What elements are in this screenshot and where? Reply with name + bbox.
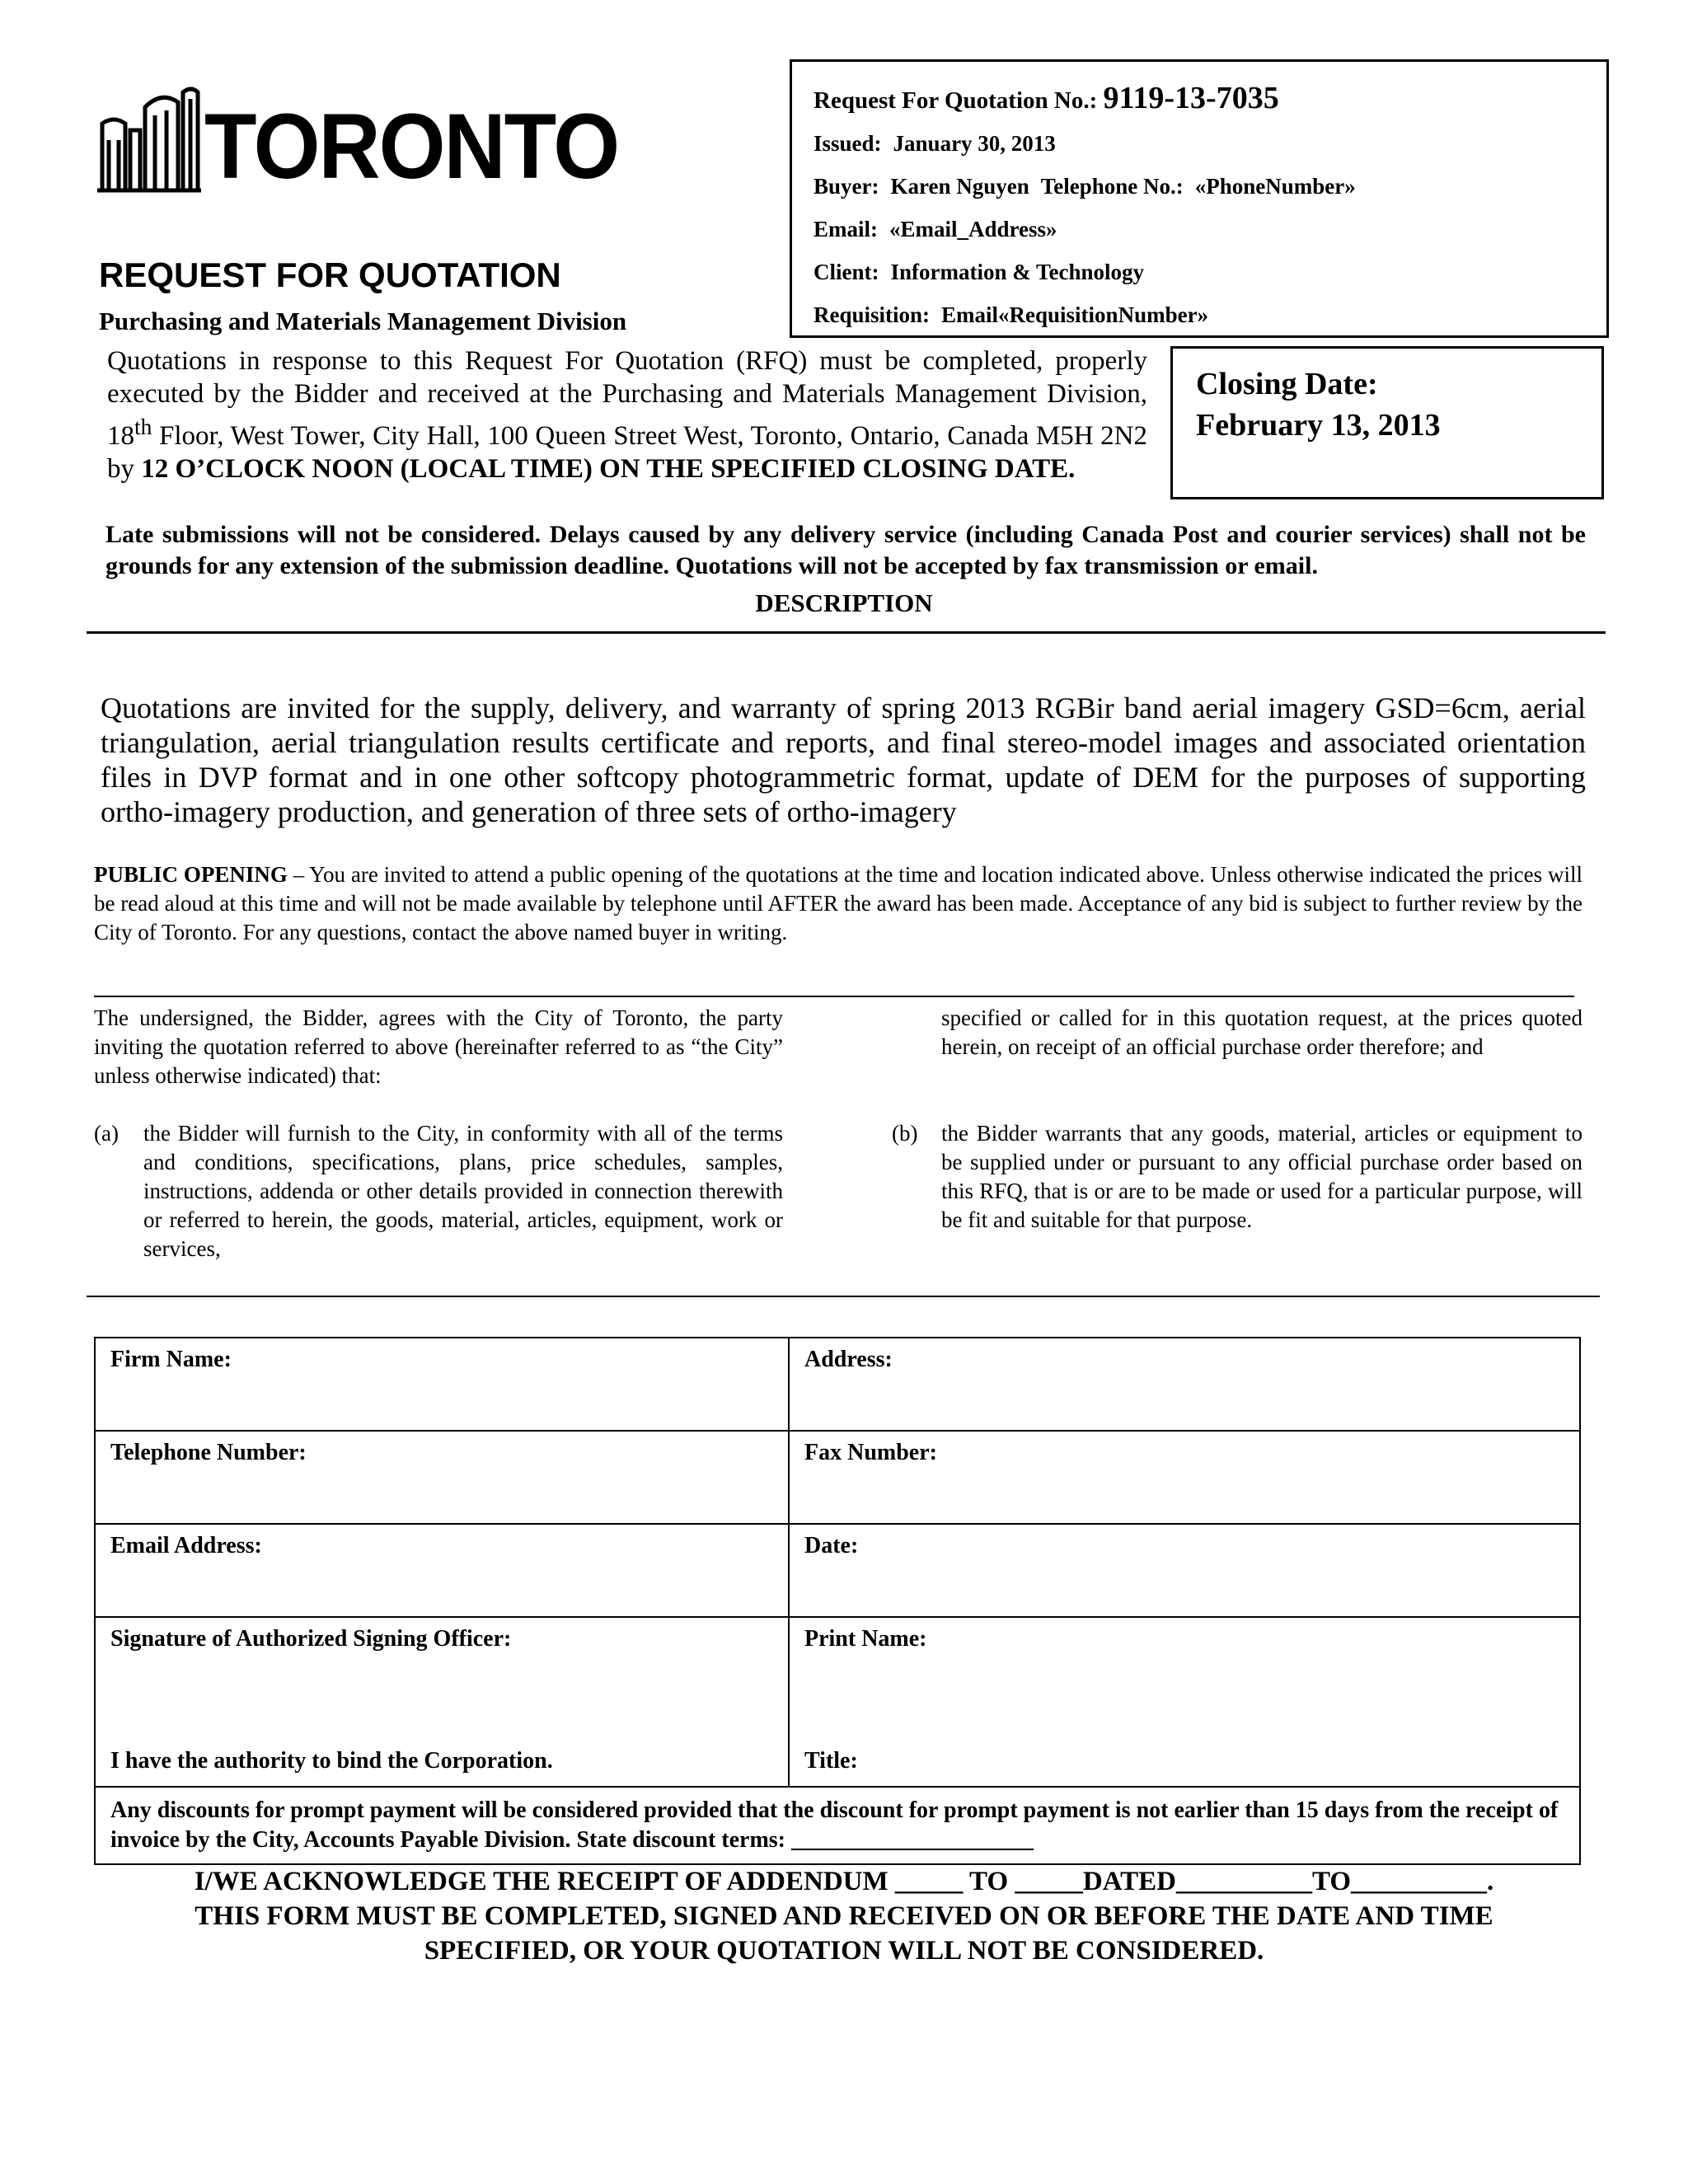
buyer-value: Karen Nguyen bbox=[890, 174, 1029, 199]
issued-value: January 30, 2013 bbox=[893, 131, 1056, 156]
date-field[interactable] bbox=[789, 1524, 1580, 1617]
client-value: Information & Technology bbox=[890, 260, 1145, 284]
acknowledgement-line-1: I/WE ACKNOWLEDGE THE RECEIPT OF ADDENDUM _____ TO _____DATED__________TO__________. bbox=[194, 1867, 1494, 1896]
division-name: Purchasing and Materials Management Division bbox=[99, 307, 627, 335]
public-opening-notice bbox=[94, 860, 1582, 947]
email-label: Email: bbox=[814, 217, 878, 241]
divider bbox=[87, 1296, 1600, 1297]
client-line bbox=[814, 260, 1144, 285]
agreement-item-a bbox=[94, 1119, 783, 1263]
telephone-label: Telephone Number: bbox=[110, 1440, 307, 1465]
divider bbox=[94, 996, 1574, 997]
firm-name-field[interactable] bbox=[95, 1338, 789, 1431]
discount-terms-text: Any discounts for prompt payment will be considered provided that the discount for prompt payment is not earlier than 15 days from the receipt of invoice by the City, Accounts Payable Division. State discount terms: _____________________ bbox=[110, 1797, 1559, 1853]
phone-label: Telephone No.: bbox=[1040, 174, 1184, 199]
acknowledgement-line-2: THIS FORM MUST BE COMPLETED, SIGNED AND RECEIVED ON OR BEFORE THE DATE AND TIME bbox=[195, 1901, 1493, 1931]
fax-label: Fax Number: bbox=[804, 1440, 937, 1465]
signature-label: Signature of Authorized Signing Officer: bbox=[110, 1626, 512, 1652]
item-b-marker: (b) bbox=[892, 1121, 918, 1146]
public-opening-label: PUBLIC OPENING bbox=[94, 862, 288, 887]
description-text: Quotations are invited for the supply, delivery, and warranty of spring 2013 RGBir band aerial imagery GSD=6cm, aerial triangulation, aerial triangulation results certificate and reports, and final stereo-model images and associated orientation files in DVP format and in one other softcopy photogrammetric format, update of DEM for the purposes of supporting ortho-imagery production, and generation of three sets of ortho-imagery bbox=[101, 691, 1586, 828]
issued-label: Issued: bbox=[814, 131, 882, 156]
issued-line bbox=[814, 131, 1056, 157]
requisition-value: Email«RequisitionNumber» bbox=[941, 302, 1209, 327]
agreement-a-continued: specified or called for in this quotation request, at the prices quoted herein, on receipt of an official purchase order therefore; and bbox=[941, 1005, 1582, 1059]
page-title: REQUEST FOR QUOTATION bbox=[99, 255, 561, 294]
telephone-field[interactable] bbox=[95, 1431, 789, 1524]
instructions-deadline: 12 O’CLOCK NOON (LOCAL TIME) ON THE SPECIFIED CLOSING DATE. bbox=[141, 454, 1076, 484]
closing-date-box bbox=[1170, 346, 1604, 499]
authority-statement: I have the authority to bind the Corporation. bbox=[110, 1748, 553, 1774]
client-label: Client: bbox=[814, 260, 879, 284]
requisition-line bbox=[814, 302, 1208, 328]
rfq-info-box bbox=[790, 59, 1609, 338]
instructions-text-2: Floor, West Tower, City Hall, 100 Queen Street West, Toronto, Ontario, Canada M5H 2N2 by bbox=[107, 421, 1147, 484]
fax-field[interactable] bbox=[789, 1431, 1580, 1524]
rfq-number-value: 9119-13-7035 bbox=[1103, 81, 1279, 115]
discount-terms-field[interactable] bbox=[95, 1787, 1580, 1864]
rfq-number-label: Request For Quotation No.: bbox=[814, 87, 1098, 114]
logo-wordmark: TORONTO bbox=[204, 95, 619, 199]
rfq-number-line bbox=[814, 80, 1279, 116]
addendum-acknowledgement bbox=[0, 1864, 1688, 1968]
divider bbox=[87, 631, 1606, 634]
submission-instructions bbox=[107, 344, 1147, 485]
date-label: Date: bbox=[804, 1533, 859, 1558]
bidder-form bbox=[94, 1337, 1581, 1865]
email-address-label: Email Address: bbox=[110, 1533, 262, 1558]
print-name-label: Print Name: bbox=[804, 1626, 927, 1652]
email-address-field[interactable] bbox=[95, 1524, 789, 1617]
instructions-text-1: Quotations in response to this Request For Quotation (RFQ) must be completed, properly executed by the Bidder and received at the Purchasing and Materials Management Division, 18 bbox=[107, 346, 1147, 451]
agreement-intro: The undersigned, the Bidder, agrees with the City of Toronto, the party inviting the quotation referred to above (hereinafter referred to as “the City” unless otherwise indicated) that: bbox=[94, 1005, 783, 1088]
late-submission-notice: Late submissions will not be considered. Delays caused by any delivery service (including Canada Post and courier services) shall not be grounds for any extension of the submission deadline. Quotations will not be accepted by fax transmission or email. bbox=[106, 521, 1586, 579]
title-label: Title: bbox=[804, 1748, 858, 1774]
agreement-item-b bbox=[892, 1119, 1582, 1235]
closing-date-label: Closing Date: bbox=[1196, 367, 1378, 401]
print-name-field[interactable] bbox=[789, 1617, 1580, 1787]
closing-date-value: February 13, 2013 bbox=[1196, 408, 1441, 443]
floor-superscript: th bbox=[134, 414, 152, 439]
item-a-marker: (a) bbox=[94, 1121, 119, 1146]
phone-value: «PhoneNumber» bbox=[1194, 174, 1356, 199]
email-value: «Email_Address» bbox=[889, 217, 1057, 241]
public-opening-text: – You are invited to attend a public opening of the quotations at the time and location indicated above. Unless otherwise indicated the prices will be read aloud at this time and will not be made available by telephone until AFTER the award has been made. Acceptance of any bid is subject to further review by the City of Toronto. For any questions, contact the above named buyer in writing. bbox=[94, 862, 1582, 944]
description-heading: DESCRIPTION bbox=[755, 588, 933, 617]
signature-field[interactable] bbox=[95, 1617, 789, 1787]
address-field[interactable] bbox=[789, 1338, 1580, 1431]
firm-name-label: Firm Name: bbox=[110, 1347, 232, 1372]
email-line bbox=[814, 217, 1057, 242]
acknowledgement-line-3: SPECIFIED, OR YOUR QUOTATION WILL NOT BE CONSIDERED. bbox=[424, 1936, 1264, 1966]
buyer-line bbox=[814, 174, 1356, 199]
city-hall-logo-icon bbox=[97, 82, 201, 197]
item-a-text: the Bidder will furnish to the City, in conformity with all of the terms and conditions, specifications, plans, price schedules, samples, instructions, addenda or other details provided in connection therewith or referred to herein, the goods, material, articles, equipment, work or services, bbox=[143, 1121, 783, 1261]
requisition-label: Requisition: bbox=[814, 302, 931, 327]
address-label: Address: bbox=[804, 1347, 893, 1372]
item-b-text: the Bidder warrants that any goods, material, articles or equipment to be supplied under or pursuant to any official purchase order based on this RFQ, that is or are to be made or used for a particular purpose, will be fit and suitable for that purpose. bbox=[941, 1121, 1582, 1232]
buyer-label: Buyer: bbox=[814, 174, 879, 199]
